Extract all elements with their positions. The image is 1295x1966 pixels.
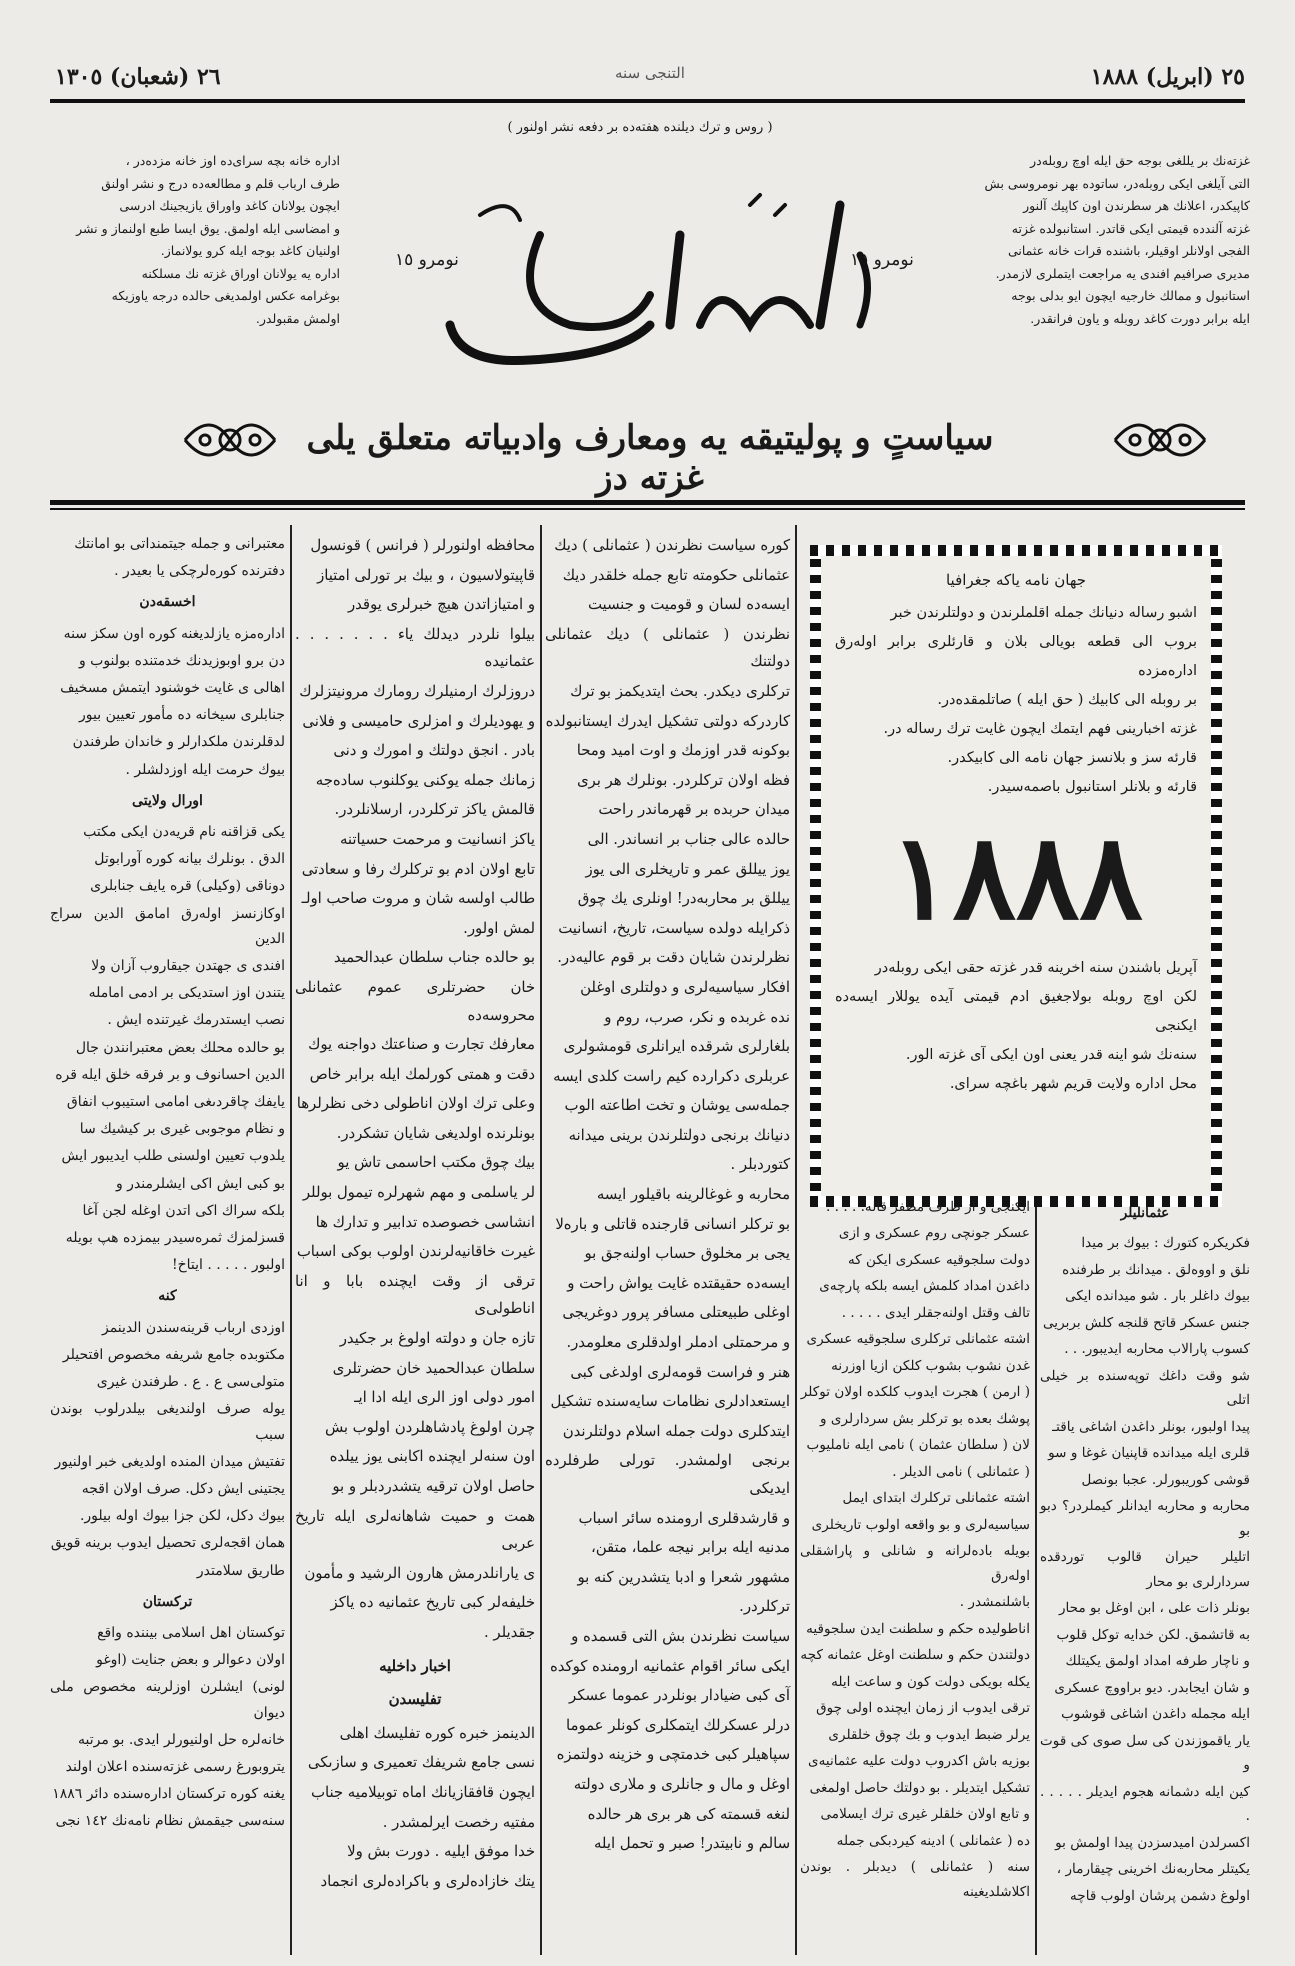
text-line: تازه جان و دولته اولوغ بر جكيدر [339, 1330, 535, 1348]
text-line: افندى ى جهتدن جيقاروب آزان ولا [91, 958, 285, 975]
text-line: به قاتشمق. لكن خدايه توكل قلوب [1056, 1626, 1250, 1643]
article-column-1 [1040, 1195, 1250, 1910]
text-line: ايكنجى و از طرف مظفر قالە. . . . . [826, 1199, 1030, 1215]
info-line: ايچون يولانان كاغد واوراق يازيجينك ادرسى [119, 198, 340, 213]
text-line: قالمش ياكز تركلردر، ارسلانلردر. [334, 801, 535, 819]
text-line: اوكازنسز اولەرق امامق الدين سراج الدين [50, 905, 285, 947]
box-title: جهان نامه ياكه جغرافيا [945, 571, 1087, 589]
text-line: لدقلرندن ملكدارلر و خاندان طرفندن [72, 734, 285, 751]
text-line: قوشى كوريبورلر. عجبا بونصل [1081, 1471, 1250, 1488]
box-line: محل اداره ولايت قريم شهر باغچه سراى. [949, 1076, 1197, 1092]
column-rule [290, 525, 292, 1955]
text-line: توكستان اهل اسلامى بيننده واقع [97, 1624, 285, 1641]
text-line: افكار سياسيه‌لرى و دولتلرى اوغلن [580, 978, 790, 996]
left-ornament-icon [180, 405, 280, 475]
text-line: طاريق سلامتدر [196, 1562, 285, 1579]
subscription-info [965, 150, 1250, 330]
text-line: سالم و نابيتدر! صبر و تحمل ايله [594, 1835, 790, 1853]
text-line: ايسه‌ده حقيقتده غايت يواش راحت و [567, 1274, 790, 1292]
text-line: لمش اولور. [463, 919, 535, 937]
text-line: مكتوبده جامع شريفه مخصوص افتحيلر [62, 1346, 285, 1363]
text-line: مشهور شعرا و ادبا يتشدرين كنه بو [577, 1568, 790, 1586]
text-line: ايسه‌ده لسان و قوميت و جنسيت [587, 596, 790, 614]
text-line: نسى جامع شريفك تعميرى و سازىكى [307, 1754, 535, 1772]
text-line: اهالى ى غايت خوشنود ايتمش مسخيف [60, 680, 285, 697]
text-line: سنه ( عثمانلى ) ديدبلر . بوندن اكلاشلديغينه [800, 1859, 1030, 1900]
text-line: ايكى سائر اقوام عثمانيه ارومنده كوكده [550, 1657, 790, 1675]
text-line: طالب اولسه شان و مروت صاحب اولـ [301, 890, 535, 908]
text-line: عسكر جونچى روم عسكرى و ازى [838, 1225, 1030, 1242]
info-line: طرف ارباب قلم و مطالعه‌ده درج و نشر اولنق [101, 175, 340, 191]
text-line: و امتيازاتدن هيچ خبرلرى يوقدر [347, 596, 535, 614]
text-line: غدن نشوب بشوب كلكن ازيا اوزرنه [831, 1357, 1030, 1374]
text-line: خانەلره حل اولنيورلر ايدى. بو مرتبه [77, 1731, 285, 1748]
article-column-2 [800, 1195, 1030, 1906]
text-line: دقت و همتى كورلمك ايله برابر خاص [309, 1065, 535, 1083]
text-line: يرلر ضبط ايدوب و بك چوق خلقلرى [828, 1726, 1030, 1743]
info-line: غزته‌نك بر يللغى بوجه حق ايله اوچ روبله‌در [1030, 153, 1250, 168]
text-line: ده ( عثمانلى ) ادينه كيردبكى جمله [836, 1832, 1030, 1849]
text-line: عربلرى دكرارده كيم راست كلدى ايسه [553, 1067, 790, 1085]
column-rule [795, 525, 797, 1955]
info-line: الفجى اولانلر اوقيلر، باشنده قرات خانه عثمانى [1007, 243, 1250, 258]
text-line: معارفك تجارت و صناعتك دواجنه يوك [308, 1036, 535, 1054]
text-line: خدا موفق ايليه . دورت بش ولا [347, 1843, 535, 1861]
text-line: وعلى ترك اولان اناطولى دخى نظرلرها [296, 1095, 535, 1113]
text-line: تشكيل ايتديلر . بو دولتك حاصل اولمغى [809, 1779, 1030, 1796]
masthead-logo [420, 175, 890, 375]
text-line: سياست نظرندن بش التى قسمده و [571, 1627, 790, 1645]
text-line: ترقى از وقت ايچنده بابا و انا اناطولى‌ى [295, 1272, 535, 1318]
article-column-4 [295, 532, 535, 1897]
text-line: همان اقجه‌لرى تحصيل ايدوب برينه قويق [50, 1535, 285, 1552]
text-line: بويله بادەلرانه و شانلى و پاراشقلى اولەرق [800, 1543, 1030, 1584]
text-line: ميدان حربده بر قهرماندر راحت [598, 801, 790, 819]
section-heading: كنه [158, 1288, 177, 1305]
gregorian-date: ٢٥ (ابريل) ١٨٨٨ [1090, 64, 1245, 90]
issue-number-right: نومرو ١٥ [850, 250, 914, 270]
section-heading: اورال ولايتى [132, 792, 203, 809]
box-line: قارئه و بلانلر استانبول باصمه‌سيدر. [987, 779, 1197, 795]
text-line: يجى بر مخلوق حساب اولنه‌جق بو [584, 1245, 790, 1263]
section-heading: تركستان [142, 1593, 193, 1610]
text-line: لنغه قسمته كى هر برى هر حالده [587, 1805, 790, 1823]
text-line: جقديلر . [484, 1623, 535, 1641]
text-line: لان ( سلطان عثمان ) نامى ايله نامليوب [806, 1437, 1030, 1454]
text-line: جمله‌سى يوشان و تخت اطاعته الوب [564, 1097, 790, 1115]
info-line: اولنيان كاغد بوجه ايله كرو يولانماز. [160, 243, 340, 258]
text-line: اوغلى طبيعتلى مسافر پرور دوغريجى [562, 1304, 790, 1322]
text-line: الدين احسانوف و بر فرقه خلق ايله قره [55, 1066, 285, 1083]
text-line: يجتينى ايش دكل. صرف اولان اقجه [81, 1480, 285, 1497]
text-line: حاصل اولان ترقيه يتشدردبلر و بو [332, 1478, 535, 1495]
issue-number-left: نومرو ١٥ [395, 250, 459, 270]
text-line: يكله بويكى دولت كون و ساعت ايله [831, 1673, 1030, 1690]
text-line: نظرندن ( عثمانلى ) ديك عثمانلى دولتنك [545, 625, 790, 671]
text-line: كوره سياست نظرندن ( عثمانلى ) ديك [554, 537, 790, 554]
text-line: بيوك داغلر بار . شو ميدانده ايكى [1065, 1288, 1250, 1305]
text-line: لونى) ايشلرن اوزلرينه مخصوص ملى ديوان [50, 1679, 285, 1721]
text-line: و يهوديلرك و امزلرى حاميسى و فلانى [302, 712, 535, 730]
text-line: محاربه و محاربه ايدانلر كيملردر؟ دبو بو [1040, 1498, 1250, 1539]
text-line: اوغل و مال و جانلرى و ملارى دولته [573, 1775, 790, 1793]
text-line: يلدوب تعيين اولسنى طلب ايديبور ايش [61, 1148, 285, 1165]
text-line: جنابلرى سيخانه ده مأمور تعيين بيور [79, 707, 285, 724]
text-line: پيدا اولبور، بونلر داغدن اشاغى ياقتـ [1052, 1418, 1250, 1435]
text-line: و نظام موجوبى غيرى بر كيشيك سا [79, 1121, 285, 1138]
text-line: بيوك حرمت ايله اوزدلشلر . [125, 761, 285, 778]
text-line: كاردركه دولتى تشكيل ايدرك ايستانبولده [545, 712, 790, 730]
text-line: كين ايله دشمانه هجوم ايديلر . . . . . . [1040, 1783, 1250, 1825]
text-line: دفترنده كورەلرچكى يا بعيدر . [114, 563, 285, 580]
text-line: امور دولى اوز الرى ايله ادا ايـ [354, 1389, 535, 1407]
text-line: بيلوا نلردر ديدلك ياء . . . . . . . عثمانيده [295, 625, 535, 671]
text-line: بوكونه قدر اوزمك و اوت اميد ومحا [576, 742, 790, 760]
info-line: اولمش مقبولدر. [255, 310, 340, 326]
info-line: ايله برابر دورت كاغد روبله و ياون فرانقدر. [1030, 310, 1250, 326]
text-line: فظه اولان تركلردر. بونلرك هر برى [576, 771, 790, 789]
text-line: مفتيه رخصت ايرلمشدر . [382, 1813, 535, 1831]
info-line: اداره يه يولانان اوراق غزته نك مسلكنه [141, 265, 340, 281]
text-line: قلرى ايله ميدانده قاپنيان غوغا و سو [1048, 1445, 1250, 1462]
text-line: اوزدى ارباب قرينه‌سندن الدينمز [101, 1319, 285, 1336]
box-line: آپريل باشندن سنه اخرينه قدر غزته حقى ايكى روبله‌در [874, 960, 1197, 976]
text-line: اون سنه‌لر ايچنده اكابنى يوز ييلده [329, 1448, 535, 1466]
text-line: يتندن اوز استديكى بر ادمى امامله [88, 985, 285, 1002]
section-heading: اخبار داخليه [379, 1657, 451, 1675]
text-line: دوناقى (وكيلى) قره يايف جنابلرى [90, 878, 285, 895]
right-ornament-icon [1110, 405, 1210, 475]
text-line: يكيتلر محاربه‌نك اخرينى چيقارمار ، [1056, 1861, 1250, 1878]
text-line: يوله صرف اولنديغى بيلدرلوب بوندن سبب [50, 1401, 285, 1443]
text-line: خليفه‌لر كبى تاريخ عثمانيه ده ياكز [330, 1594, 535, 1612]
text-line: متولى‌سى ع . ع . طرفندن غيرى [96, 1374, 285, 1391]
box-line: بر روبله الى كابيك ( حق ايله ) صاتلمقده‌در. [937, 692, 1197, 708]
article-column-3 [545, 532, 790, 1860]
text-line: يغنه كوره تركستان ادارەسنده دائر ١٨٨٦ [52, 1786, 285, 1803]
section-heading: اخسقه‌دن [139, 594, 196, 611]
text-line: اتليلر حيران قالوب توردقده سردارلرى بو محار [1040, 1549, 1250, 1590]
text-line: دروزلرك ارمنيلرك رومارك مرونيتزلرك [299, 682, 535, 700]
text-line: داغدن امداد كلمش ايسه بلكه پارچه‌ى [819, 1278, 1030, 1295]
section-heading: تفليسدن [388, 1691, 442, 1709]
info-line: غزته آلندده قيمتى ايكى قاتدر. استانبولده غزته [1011, 220, 1250, 236]
text-line: باشلنمشدر . [959, 1594, 1030, 1611]
text-line: تفتيش ميدان المندە اولديغى خبر اولنيور [54, 1453, 285, 1470]
text-line: و مرحمتلى ادملر اولدقلرى معلومدر. [566, 1334, 790, 1352]
text-line: شو وقت داغك توپەسنده بر خيلى اتلى [1040, 1367, 1250, 1409]
text-line: تركلردر. [739, 1598, 790, 1616]
text-line: دنيانك برنجى دولتلرندن برينى ميدانه [568, 1126, 790, 1144]
text-line: نلق و اووەلق . ميدانك بر طرفنده [1062, 1261, 1250, 1278]
text-line: يتروبورغ رسمى غزته‌سنده اعلان اولند [65, 1758, 285, 1775]
header-bottom-rule [50, 500, 1245, 505]
text-line: ذكرايله دولده سياست، تاريخ، انسانيت [558, 919, 790, 937]
text-line: ( عثمانلى ) نامى الديلر . [892, 1463, 1030, 1480]
text-line: و قارشدقلرى ارومنده سائر اسباب [578, 1509, 790, 1527]
text-line: پوشك بعده بو تركلر بش سردارلرى و [820, 1410, 1030, 1427]
year-label: التنجى سنه [615, 64, 685, 82]
text-line: دولت سلجوقيه عسكرى ايكن كه [847, 1251, 1030, 1268]
text-line: زمانك جمله يوكنى يوكلنوب سادەجه [315, 771, 535, 789]
text-line: ادارەمزه يازلديغنه كوره اون سكز سنه [63, 625, 285, 642]
text-line: بو حالده محلك بعض معتبرانندن جال [75, 1039, 285, 1056]
text-line: بونلرنده اولديغى شايان تشكردر. [336, 1124, 535, 1142]
text-line: اولوغ دشمن پرشان اولوب قاچه [1070, 1887, 1250, 1904]
text-line: قسزلمزك ثمره‌سيدر بيمزده هپ بويله [65, 1230, 285, 1247]
text-line: اشته عثمانلى تركلرى سلجوقيه عسكرى [806, 1331, 1030, 1348]
text-line: يايفك چاقردىغى امامى استيبوب انفاق [66, 1094, 285, 1111]
info-line: كاپيكدر، اعلانك هر سطرندن اون كاپيك آلنور [1023, 198, 1250, 213]
text-line: اولان دعوالر و بعض جنايت (اوغو [96, 1652, 285, 1669]
date-line [55, 64, 1245, 94]
text-line: بوزيه باش اكدروب دولت عليه عثمانيه‌ى [807, 1753, 1030, 1770]
text-line: و تابع اولان خلقلر غيرى ترك ايسلامى [820, 1806, 1030, 1823]
text-line: ايله مجمله داغدن اشاغى قوشوب [1061, 1706, 1250, 1723]
header-bottom-rule-thin [50, 508, 1245, 510]
text-line: همت و حميت شاهانه‌لرى ايله تاريخ عربى [295, 1507, 535, 1553]
text-line: نصب ايستدرمك غيرتنده ايش . [107, 1012, 285, 1029]
text-line: ى يارانلدرمش هارون الرشيد و مأمون [304, 1564, 535, 1582]
text-line: ياكز انسانيت و مرحمت حسياتنه [339, 830, 535, 848]
text-line: محاربه و غوغالرينه باقيلور ايسه [596, 1186, 790, 1204]
info-line: استانبول و ممالك خارجيه ايچون ايو بدلى بوجه [1011, 288, 1250, 303]
text-line: سياسيه‌لرى و بو واقعه اولوب تاريخلرى [811, 1516, 1030, 1533]
text-line: سنه‌سى جيقمش نظام نامه‌نك ١٤٢ نجى [55, 1813, 285, 1830]
text-line: سلطان عبدالحميد خان حضرتلرى [332, 1359, 535, 1377]
article-column-5 [50, 532, 285, 1837]
text-line: و شان ايجابدر. ديو براووچ عسكرى [1054, 1679, 1250, 1696]
text-line: دولتندن حكم و سلطنت اوغل عثمانه كچه [800, 1647, 1030, 1664]
text-line: يار ياقموزندن كى سل صوى كى قوت و [1040, 1732, 1250, 1774]
column-rule [540, 525, 542, 1955]
big-year: ١٨٨٨ [889, 807, 1143, 946]
text-line: ايستعدادلرى نظامات سايەسنده تشكيل [550, 1393, 790, 1411]
text-line: يكى قزاقنه نام قريه‌دن ايكى مكتب [83, 824, 285, 841]
box-line: قارئه سز و بلانسز جهان نامه الى كابيكدر. [947, 750, 1197, 766]
text-line: اناطوليده حكم و سلطنت ايدن سلجوقيه [806, 1620, 1030, 1637]
text-line: ييللق بر محاربه‌در! اونلرى يك چوق [577, 890, 790, 908]
info-line: بوغرامه عكس اولمديغى حالده درجه ياوزيكه [111, 288, 340, 303]
text-line: بو كبى ايش اكى ايشلرمندر و [115, 1175, 285, 1192]
text-line: تركلرى ديكدر. بحث ايتديكمز بو ترك [570, 682, 790, 700]
text-line: حالده عالى جناب بر انساندر. الى [587, 830, 790, 848]
text-line: درلر عسكرلك ايتمكلرى كونلر عموما [566, 1716, 790, 1734]
text-line: قاپيتولاسيون ، و بيك بر تورلى امتياز [317, 566, 535, 584]
text-line: بيوك دكل، لكن جزا بيوك اوله بيلور. [79, 1508, 285, 1525]
text-line: غيرت خاقانيه‌لرندن اولوب بوكى اسباب [296, 1243, 535, 1261]
editorial-info [50, 150, 340, 330]
text-line: دن برو اوبوزيدنك خدمتنده بولنوب و [78, 652, 285, 669]
masthead-subtitle: سياستٍ و پوليتيقه يه ومعارف وادبياته متعلق يلى غزته‌ دز [306, 418, 994, 498]
top-rule [50, 99, 1245, 103]
info-line: و امضاسى ايله اولمق. يوق ايسا طبع اولنماز و نشر [76, 220, 340, 236]
text-line: آى كبى ضيادار بونلردر عموما عسكر [569, 1687, 790, 1705]
text-line: عثمانلى حكومته تابع جمله خلقدر ديك [562, 566, 790, 584]
text-line: لر ياسلمى و مهم شهرلره تيمول بوللر [302, 1184, 535, 1202]
text-line: و ناچار طرفه امداد اولمق يكيتلك [1065, 1653, 1250, 1670]
info-line: اداره خانه بچه سراى‌ده اوز خانه مزده‌در ، [125, 153, 340, 168]
box-line: اشبو رساله دنيانك جمله اقلملرندن و دولتلرندن خبر [890, 605, 1197, 621]
info-line: مديرى صرافيم افندى يه مراجعت ايتملرى لازمدر. [995, 265, 1250, 281]
box-line: سنه‌نك شو اينه قدر يعنى اون ايكى آى غزته الور. [905, 1047, 1197, 1063]
text-line: الدق . بونلرك بيانه كوره آورابوتل [94, 851, 285, 868]
text-line: محافظه اولنورلر ( فرانس ) قونسول [310, 537, 535, 554]
text-line: كتوردبلر . [730, 1156, 790, 1174]
announcement-box [810, 545, 1222, 1207]
text-line: ( ارمن ) هجرت ايدوب كلكده اولان توكلر [800, 1384, 1030, 1401]
text-line: يوز ييللق عمر و تاريخلرى الى يوز [585, 860, 790, 878]
text-line: برنجى اولمشدر. تورلى طرفلرده ايديكى [545, 1452, 790, 1497]
text-line: ايتدكلرى دولت جمله اسلام دولتلرندن [562, 1422, 790, 1440]
text-line: چرن اولوغ پادشاهلردن اولوب بش [325, 1418, 535, 1436]
text-line: بو حالده جناب سلطان عبدالحميد [333, 949, 535, 967]
text-line: كسوب پارالاب محاربه ايديبور. . . [1064, 1341, 1250, 1358]
box-line: بروب الى قطعه بويالى بلان و قارئلرى برابر اولەرق ادارەمزده [835, 634, 1197, 679]
box-line: لكن اوچ روبله بولاجغيق ادم قيمتى آيده يوللار ايسه‌ده ايكنجى [835, 989, 1197, 1034]
text-line: اولبور . . . . . ايتاخ! [171, 1257, 285, 1274]
text-line: بيك چوق مكتب احاسمى تاش يو [337, 1154, 535, 1172]
text-line: معتبرانى و جمله جيتمنداتى بو امانتك [74, 536, 285, 552]
text-line: بونلر ذات على ، ابن اوغل بو محار [1058, 1600, 1250, 1617]
text-line: جنس عسكر قاتح قلنجه كلش بربريى [1042, 1314, 1250, 1331]
text-line: فكريكره كتورك : بيوك بر ميدا [1081, 1235, 1250, 1252]
text-line: ايچون قافقازيانك اماه توبيلاميه جناب [311, 1783, 535, 1801]
column-rule [1035, 1195, 1037, 1955]
text-line: تالف وقتل اولنه‌جقلر ايدى . . . . . [841, 1304, 1030, 1321]
text-line: بلغارلرى شرقده ايرانلرى قومشولرى [563, 1038, 790, 1056]
info-line: التى آيلغى ايكى روبله‌در، ساتوده بهر نومروسى بش [984, 175, 1250, 191]
publication-notice: ( روس و ترك ديلنده هفته‌ده بر دفعه نشر اولنور ) [507, 120, 773, 135]
text-line: خان حضرتلرى عموم عثمانلى محروسه‌ده [295, 978, 535, 1024]
text-line: بادر . انجق دولتك و امورك و دنى [333, 742, 535, 760]
text-line: مدنيه ايله برابر نيجه علما، متقن، [590, 1539, 790, 1557]
text-line: اشته عثمانلى تركلرك ابتداى ايمل [842, 1490, 1030, 1507]
section-heading: عثمانليلر [1120, 1205, 1170, 1221]
text-line: نده غربده و نكر، صرب، روم و [604, 1008, 790, 1026]
text-line: سپاهيلر كبى خدمتچى و خزينه دولتمزه [556, 1746, 790, 1764]
hijri-date: ٢٦ (شعبان) ١٣٠٥ [55, 64, 221, 90]
text-line: الدينمز خبره كوره تفليسك اهلى [339, 1724, 535, 1742]
text-line: اكسرلدن اميدسزدن پيدا اولمش بو [1055, 1834, 1250, 1851]
text-line: هنر و فراست قومه‌لرى اولدغى كبى [570, 1363, 790, 1381]
text-line: نظرلرندن شايان دقت بر قوم عاليه‌در. [557, 949, 790, 967]
box-line: غزته اخبارينى فهم ايتمك ايچون غايت ترك رساله در. [883, 721, 1197, 737]
text-line: بلكه سراك اكى اتدن اوغله‌ لجن آغا [82, 1202, 285, 1219]
text-line: تابع اولان ادم بو تركلرك رفا و سعادتى [301, 860, 535, 878]
text-line: يتك خازادەلرى و باكرادەلرى انجماد [320, 1872, 535, 1890]
text-line: انشاسى خصوصده تدابير و تدارك ها [315, 1213, 535, 1231]
text-line: ترقى ايدوب از زمان ايچنده اولى چوق [816, 1700, 1030, 1717]
text-line: بو تركلر انسانى قارجنده قاتلى و بارەلا [555, 1215, 790, 1233]
